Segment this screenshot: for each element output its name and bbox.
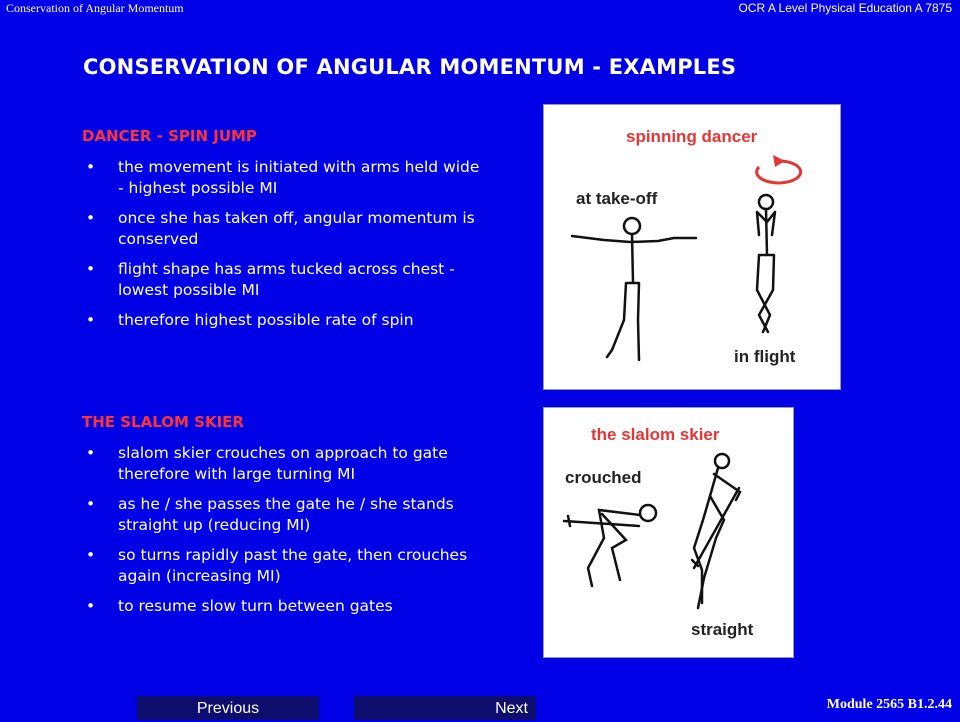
flight-head xyxy=(759,195,773,209)
bullet-item xyxy=(82,443,482,485)
skier-section xyxy=(82,413,482,626)
flight-legs xyxy=(757,255,774,332)
bullet-text: flight shape has arms tucked across chest - lowest possible MI xyxy=(118,260,455,299)
figure-dancer-takeoff-label: at take-off xyxy=(576,189,658,208)
bullet-dot: • xyxy=(86,546,96,564)
takeoff-head xyxy=(624,218,640,234)
bullet-dot: • xyxy=(86,444,96,462)
straight-body-leg xyxy=(694,468,718,603)
bullet-item xyxy=(82,596,482,617)
crouched-pole-basket xyxy=(568,516,570,526)
header-course: OCR A Level Physical Education A 7875 xyxy=(738,1,952,15)
bullet-text: to resume slow turn between gates xyxy=(118,597,393,615)
flight-body xyxy=(766,209,767,255)
dancer-section xyxy=(82,127,482,340)
straight-head xyxy=(715,454,729,468)
bullet-text: once she has taken off, angular momentum is conserved xyxy=(118,209,475,248)
previous-button[interactable]: Previous xyxy=(137,696,319,720)
takeoff-arms xyxy=(572,236,696,242)
spinning-dancer-figure xyxy=(543,104,841,390)
header-topic: Conservation of Angular Momentum xyxy=(6,1,184,15)
bullet-text: the movement is initiated with arms held wide - highest possible MI xyxy=(118,158,480,197)
figure-skier-crouched-label: crouched xyxy=(565,468,642,487)
bullet-dot: • xyxy=(86,311,96,329)
bullet-dot: • xyxy=(86,209,96,227)
bullet-text: therefore highest possible rate of spin xyxy=(118,311,414,329)
takeoff-legs xyxy=(607,283,639,360)
figure-dancer-title: spinning dancer xyxy=(626,127,758,146)
bullet-text: as he / she passes the gate he / she stands straight up (reducing MI) xyxy=(118,495,454,534)
bullet-item xyxy=(82,494,482,536)
dancer-heading: DANCER - SPIN JUMP xyxy=(82,127,257,145)
bullet-item xyxy=(82,259,482,301)
module-code: Module 2565 B1.2.44 xyxy=(826,697,952,712)
next-button[interactable]: Next xyxy=(354,696,536,720)
skier-drawing xyxy=(544,408,793,657)
bullet-text: so turns rapidly past the gate, then crouches again (increasing MI) xyxy=(118,546,468,585)
straight-arm xyxy=(714,474,740,500)
bullet-dot: • xyxy=(86,158,96,176)
skier-bullet-list xyxy=(82,443,482,617)
skier-heading: THE SLALOM SKIER xyxy=(82,413,244,431)
bullet-dot: • xyxy=(86,495,96,513)
spin-arrow-icon xyxy=(757,155,801,183)
dancer-drawing xyxy=(544,105,840,389)
slalom-skier-figure xyxy=(543,407,794,658)
page-title: CONSERVATION OF ANGULAR MOMENTUM - EXAMPLES xyxy=(83,55,737,79)
bullet-dot: • xyxy=(86,260,96,278)
figure-skier-straight-label: straight xyxy=(691,620,754,639)
crouched-head xyxy=(640,505,656,521)
bullet-text: slalom skier crouches on approach to gate therefore with large turning MI xyxy=(118,444,448,483)
bullet-item xyxy=(82,310,482,331)
bullet-dot: • xyxy=(86,597,96,615)
figure-skier-title: the slalom skier xyxy=(591,425,720,444)
dancer-bullet-list xyxy=(82,157,482,331)
figure-dancer-flight-label: in flight xyxy=(734,347,796,366)
bullet-item xyxy=(82,208,482,250)
bullet-item xyxy=(82,157,482,199)
bullet-item xyxy=(82,545,482,587)
